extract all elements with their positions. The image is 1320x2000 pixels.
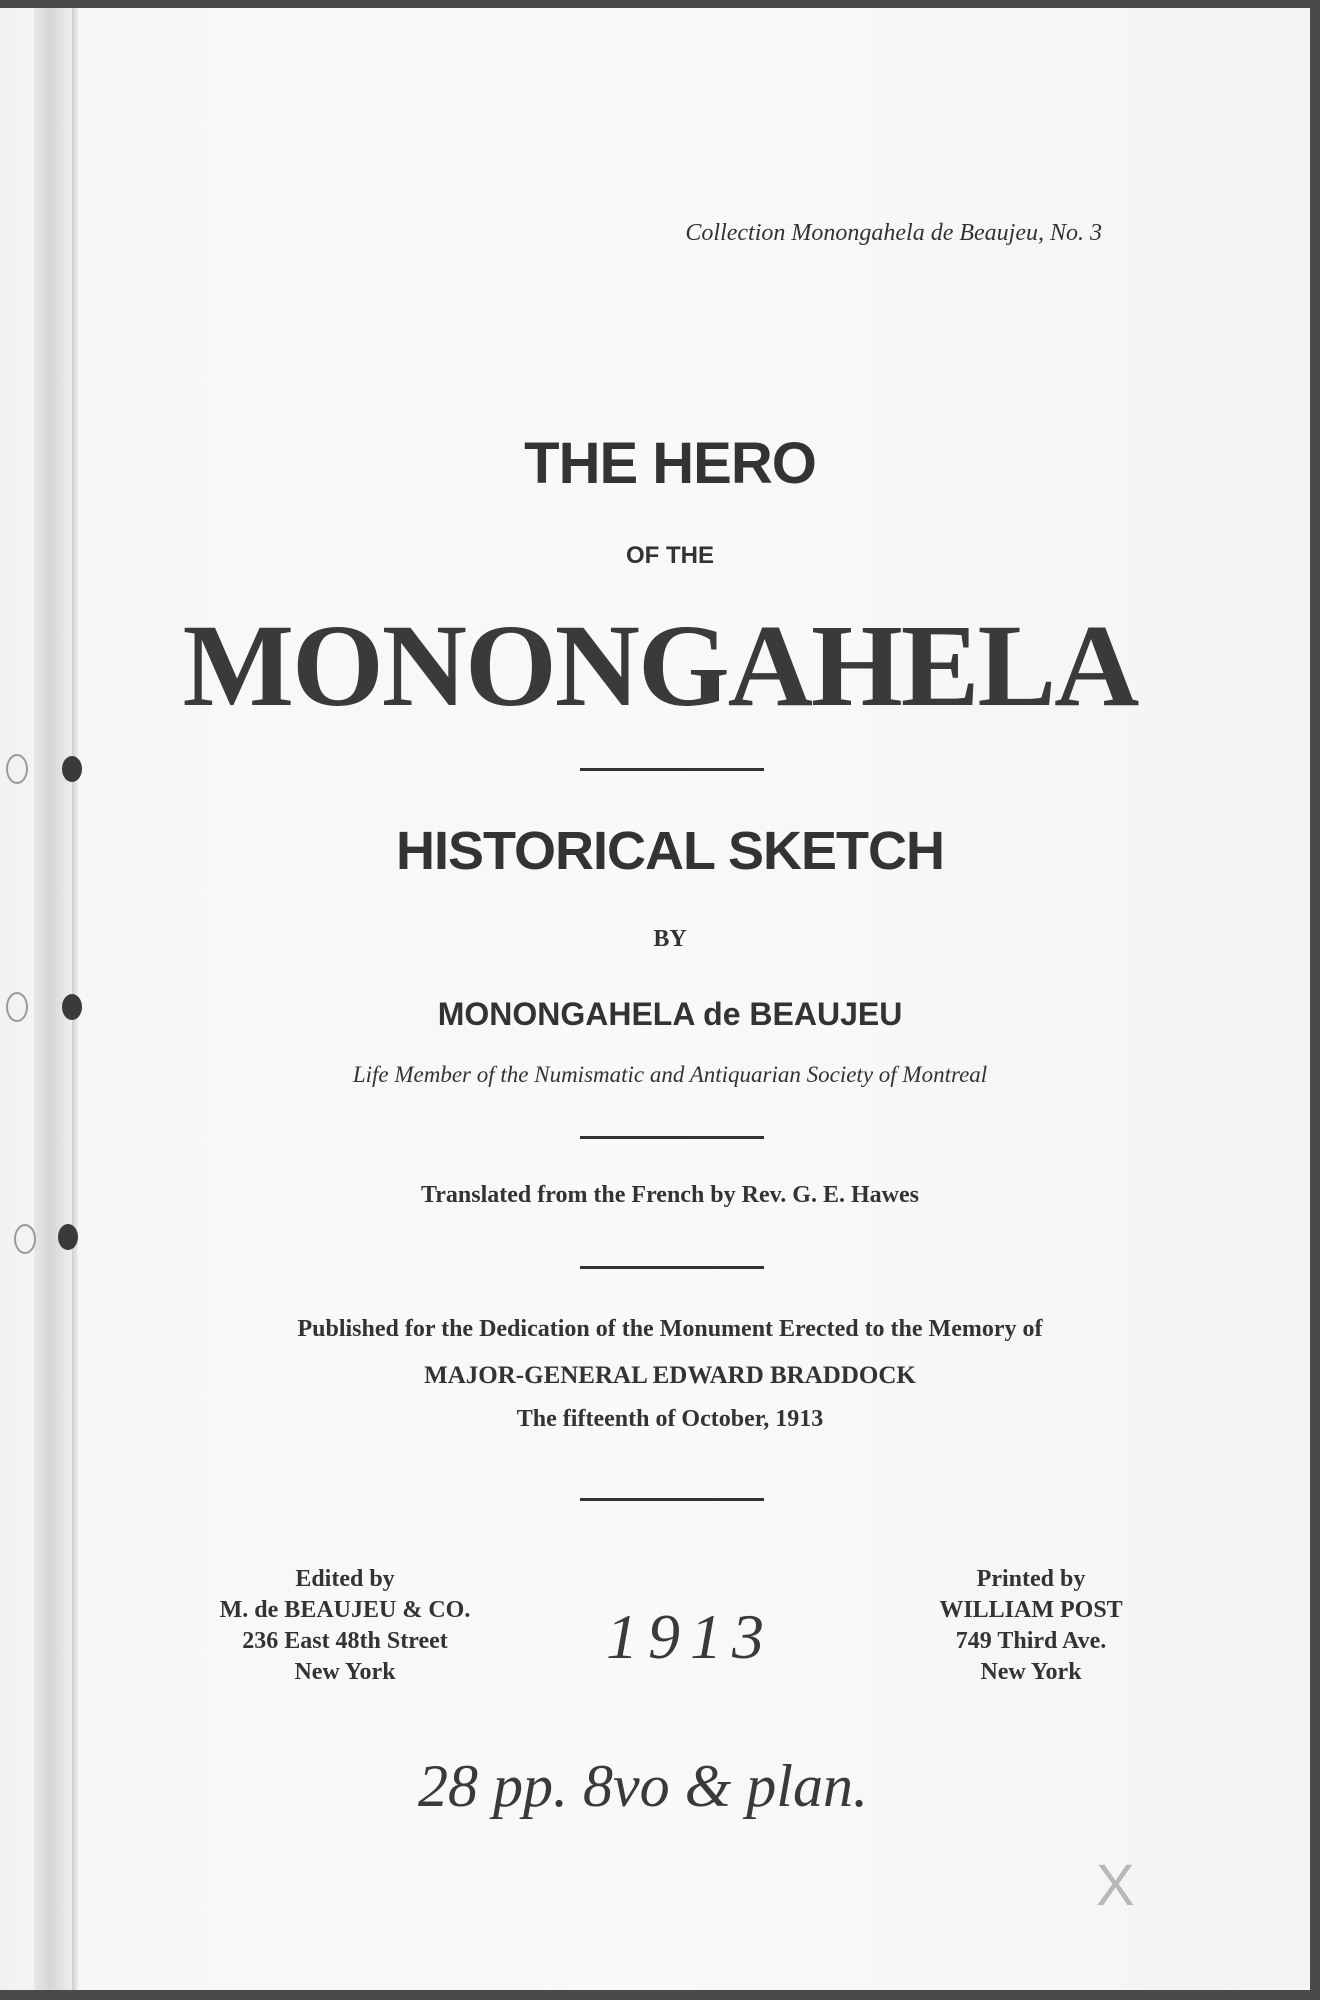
title-line-1: THE HERO xyxy=(524,431,816,496)
handwritten-year: 1913 xyxy=(606,1601,774,1672)
handwritten-note: 28 pp. 8vo & plan. xyxy=(418,1753,868,1819)
title-line-2: OF THE xyxy=(626,542,714,569)
title-page xyxy=(0,8,1310,1990)
editor-line: 236 East 48th Street xyxy=(242,1628,448,1654)
collection-label: Collection Monongahela de Beaujeu, No. 3 xyxy=(685,220,1102,246)
author-name: MONONGAHELA de BEAUJEU xyxy=(437,996,903,1032)
divider-rule xyxy=(580,1136,764,1139)
editor-imprint xyxy=(180,1564,510,1688)
punch-hole-ring xyxy=(14,1224,36,1254)
title-main: MONONGAHELA xyxy=(182,600,1138,731)
subtitle: HISTORICAL SKETCH xyxy=(395,821,945,881)
punch-hole xyxy=(62,994,82,1020)
printer-line: New York xyxy=(980,1659,1082,1685)
printer-imprint xyxy=(866,1564,1196,1688)
printer-line: Printed by xyxy=(976,1566,1086,1592)
printer-line: WILLIAM POST xyxy=(939,1597,1123,1623)
divider-rule xyxy=(580,768,764,771)
divider-rule xyxy=(580,1498,764,1501)
punch-hole xyxy=(58,1224,78,1250)
editor-line: Edited by xyxy=(295,1566,395,1592)
punch-hole-ring xyxy=(6,992,28,1022)
punch-hole xyxy=(62,756,82,782)
author-affiliation: Life Member of the Numismatic and Antiquarian Society of Montreal xyxy=(352,1062,988,1087)
by-label: BY xyxy=(653,926,687,952)
punch-hole-ring xyxy=(6,754,28,784)
divider-rule xyxy=(580,1266,764,1269)
editor-line: New York xyxy=(294,1659,396,1685)
translator-credit: Translated from the French by Rev. G. E. Hawes xyxy=(421,1182,919,1208)
printer-line: 749 Third Ave. xyxy=(955,1628,1107,1654)
editor-line: M. de BEAUJEU & CO. xyxy=(219,1597,471,1623)
publication-line-2: MAJOR-GENERAL EDWARD BRADDOCK xyxy=(424,1362,916,1389)
handwritten-x-mark: X xyxy=(1096,1853,1135,1918)
publication-line-1: Published for the Dedication of the Monument Erected to the Memory of xyxy=(297,1316,1043,1342)
publication-line-3: The fifteenth of October, 1913 xyxy=(516,1406,824,1432)
